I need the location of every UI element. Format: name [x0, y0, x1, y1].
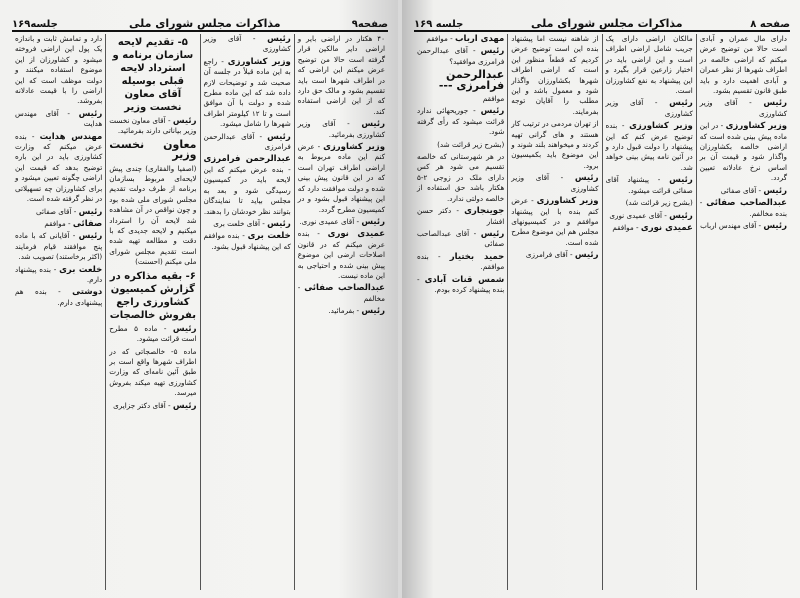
text-column: [12, 34, 105, 590]
paragraph-text: ماده ۵- خالصجاتی که در اطراف شهرها واقع است بر طبق آئین نامه‌ای که وزارت کشاورزی تهیه میکند بفروش میرسد.: [109, 346, 197, 398]
speaker-name: رئیس: [267, 131, 291, 142]
paragraph: صفائی - موافقم: [44, 218, 103, 229]
speaker-name: رئیس: [480, 228, 505, 239]
publication-title: مذاکرات مجلس شورای ملی: [531, 17, 683, 30]
paragraph-text: آقای دکتر جزایری: [113, 400, 166, 410]
paragraph-text: آقایانی که با ماده پنج موافقند قیام فرمایند (اکثر برخاستند) تصویب شد.: [15, 231, 103, 262]
speaker-name: رئیس: [361, 306, 385, 317]
text-column: [696, 34, 790, 590]
paragraph-text: آقای مهندس ارباب: [700, 220, 757, 230]
speaker-name: رئیس: [480, 46, 505, 57]
text-column: [294, 34, 388, 590]
paragraph-text: بفرمائید.: [328, 306, 355, 316]
paragraph-text: بنده هم پیشنهادی دارم.: [15, 287, 103, 307]
speaker-name: دوشتی: [72, 287, 103, 298]
paragraph: شمس قنات آبادی - بنده پیشنهاد کرده بودم.: [417, 274, 505, 294]
speaker-name: وزیر کشاورزی: [227, 56, 291, 67]
paragraph-text: راجع به این ماده قبلاً در جلسه آن صحبت شد و توضیحات لازم داده شد که این ماده مطرح شده و دولت با آن موافق است و تا ۱۲ کیلومتر اطراف شهرها را شامل میشود.: [203, 56, 291, 129]
paragraph-text: آقای عبدالرحمن فرامرزی: [203, 131, 291, 152]
paragraph: [15, 34, 102, 107]
paragraph: عمیدی نوری - بنده عرض میکنم که در قانون اصلاحات ارضی این موضوع پیش بینی شده و احتیاجی به این ماده نیست.: [297, 229, 385, 280]
paragraph-text: آقای صفائی: [720, 185, 757, 195]
paragraph-text: دارد و تمامش ثابت و باندازه یک پول این اراضی فروخته میشود و کشاورزان از این موضوع استفاده میکنند و دولت موظف است که این اراضی را با قیمت عادلانه بفروشد.: [15, 34, 103, 106]
publication-title: مذاکرات مجلس شورای ملی: [129, 17, 281, 30]
text-column: [105, 34, 199, 590]
paragraph: [417, 94, 504, 104]
paragraph: رئیس - آقای عبدالصاحب صفائی: [417, 228, 505, 249]
paragraph: عبدالصاحب صفائی - مخالفم: [297, 283, 385, 303]
paragraph: وزیر کشاورزی - راجع به این ماده قبلاً در جلسه آن صحبت شد و توضیحات لازم داده شد که این ماده مطرح شده و دولت با آن موافق است و تا ۱۲ کیلومتر اطراف شهرها را شامل میشود.: [203, 56, 291, 129]
paragraph: رئیس - آقای معاون نخست وزیر بیاناتی دارند بفرمائید.: [109, 116, 197, 136]
speaker-name: رئیس: [78, 108, 103, 119]
paragraph-text: دکتر حسن افشار: [417, 206, 505, 226]
paragraph: مهدی ارباب - موافقم: [426, 34, 505, 44]
speaker-name: صفائی: [72, 218, 103, 229]
paragraph: وزیر کشاورزی - بنده توضیح عرض کنم که این پیشنهاد را دولت قبول دارد و در آئین نامه پیش بینی خواهد شد.: [605, 121, 693, 172]
speaker-name: جوینجاری: [464, 206, 505, 217]
paragraph-text: آقای عمیدی نوری.: [299, 216, 355, 226]
speaker-name: رئیس: [172, 400, 197, 411]
paragraph-text: مالکان اراضی دارای یک جریب شامل اراضی اطراف است و این اراضی باید در اختیار زارعین قرار بگیرد و این پیشنهاد به نفع کشاورزان است.: [605, 34, 693, 96]
paragraph: عمیدی نوری - موافقم: [612, 222, 693, 233]
paragraph: [109, 164, 196, 268]
paragraph-text: آقای وزیر کشاورزی بفرمائید.: [297, 119, 385, 139]
paragraph-text: بنده توضیح عرض کنم که این پیشنهاد را دولت قبول دارد و در آئین نامه پیش بینی خواهد شد.: [605, 121, 693, 172]
paragraph-text: بنده عرض میکنم که این لایحه باید در کمیسیون رسیدگی شود و بعد به مجلس بیاید تا نمایندگان بتوانند نظر خودشان را بدهند.: [203, 164, 291, 216]
page-number: صفحه ۸: [750, 19, 790, 30]
paragraph: وزیر کشاورزی - عرض کنم این ماده مربوط به اراضی اطراف تهران است که در این قانون پیش بینی شده و دولت موافقت دارد که این پیشنهاد قبول بشود و در کمیسیون مطرح گردد.: [297, 142, 385, 214]
paragraph-text: موافقم: [482, 94, 505, 104]
paragraph: عبدالصاحب صفائی - بنده مخالفم.: [699, 198, 787, 218]
paragraph-text: بنده مخالفم.: [749, 208, 787, 218]
paragraph-text: آقای صفائی: [36, 206, 72, 216]
paragraph: رئیس - آقای عبدالرحمن فرامرزی موافقید؟: [417, 46, 505, 66]
speaker-name: رئیس: [669, 210, 693, 221]
paragraph: رئیس - ماده ۵ مطرح است قرائت میشود.: [109, 323, 197, 344]
paragraph: [417, 152, 504, 204]
paragraph: رئیس - آقای فرامرزی: [525, 250, 599, 261]
paragraph-text: مخالفم: [363, 293, 385, 303]
speaker-name: وزیر کشاورزی: [536, 196, 599, 207]
paragraph-text: بنده موافقم که این پیشنهاد قبول بشود.: [203, 231, 291, 251]
speaker-name: رئیس: [78, 231, 103, 242]
speaker-name: وزیر کشاورزی: [323, 142, 385, 153]
paragraph: رئیس - آقایانی که با ماده پنج موافقند قیام فرمایند (اکثر برخاستند) تصویب شد.: [15, 231, 103, 262]
text-column: [507, 34, 601, 590]
speaker-name: خلعت بری: [247, 231, 291, 242]
paragraph-text: آقای وزیر کشاورزی: [203, 34, 291, 54]
speaker-name: حمید بختیار: [449, 251, 505, 262]
paragraph-text: آقای عبدالرحمن فرامرزی موافقید؟: [417, 46, 505, 66]
paragraph: رئیس - آقای صفائی: [36, 206, 103, 217]
speaker-name: رئیس: [267, 34, 291, 44]
paragraph: خلعت بری - بنده موافقم که این پیشنهاد قبول بشود.: [203, 231, 291, 251]
speaker-name: وزیر کشاورزی: [725, 121, 787, 132]
paragraph: رئیس - آقای صفائی: [720, 185, 787, 196]
paragraph-text: ۴۰ هکتار در اراضی بایر و اراضی دایر مالکین قرار گرفته است حالا من توضیح عرض میکنم این اراضی که در اطراف شهرها است باید تقسیم بشود و مالک حق دارد که از این اراضی استفاده کند.: [297, 34, 385, 116]
paragraph: رئیس - آقای وزیر کشاورزی: [511, 173, 599, 193]
paragraph: جوینجاری - دکتر حسن افشار: [417, 206, 505, 226]
speaker-name: عمیدی نوری: [327, 229, 385, 240]
speaker-name: رئیس: [480, 106, 505, 117]
speaker-heading: عبدالرحمن فرامرزی ---: [438, 68, 505, 92]
speaker-name: مهندس هدایت: [39, 131, 103, 142]
paragraph: رئیس - آقای عمیدی نوری.: [299, 216, 385, 227]
speaker-name: رئیس: [763, 220, 787, 231]
paragraph-text: عرض کنم این ماده مربوط به اراضی اطراف تهران است که در این قانون پیش بینی شده و دولت موافقت دارد که این پیشنهاد قبول بشود و در کمیسیون مطرح گردد.: [297, 142, 385, 214]
paragraph: رئیس - آقای مهندس هدایت: [15, 108, 103, 129]
paragraph: رئیس - آقای خلعت بری: [213, 218, 291, 229]
paragraph: عبدالرحمن فرامرزی - بنده عرض میکنم که این لایحه باید در کمیسیون رسیدگی شود و بعد به مجلس بیاید تا نمایندگان بتوانند نظر خودشان را بدهند.: [203, 154, 291, 216]
speaker-heading: معاون نخست وزیر: [109, 137, 197, 162]
speaker-name: رئیس: [763, 98, 787, 109]
paragraph: وزیر کشاورزی - عرض کنم بنده با این پیشنهاد موافقم و در کمیسیونهای مجلس هم این موضوع مطرح شده است.: [511, 196, 599, 247]
text-columns: [414, 34, 790, 590]
session-number: جلسه ۱۶۹: [414, 19, 464, 30]
paragraph-text: موافقم: [426, 34, 448, 43]
paragraph: [109, 347, 196, 399]
speaker-name: شمس قنات آبادی: [424, 274, 505, 285]
paragraph-text: آقای معاون نخست وزیر بیاناتی دارند بفرمائید.: [109, 116, 197, 136]
text-column: [602, 34, 696, 590]
speaker-name: رئیس: [172, 116, 197, 126]
paragraph: مهندس هدایت - بنده عرض میکنم که وزارت کشاورزی باید در این باره توضیح بدهد که قیمت این اراضی چگونه تعیین میشود و برای کشاورزان چه تسهیلاتی در نظر گرفته شده است.: [15, 131, 103, 204]
paragraph: رئیس - آقای وزیر کشاورزی: [605, 98, 693, 118]
paragraph-text: بنده عرض میکنم که وزارت کشاورزی باید در این باره توضیح بدهد که قیمت این اراضی چگونه تعیین میشود و برای کشاورزان چه تسهیلاتی در نظر گرفته شده است.: [15, 131, 103, 204]
speaker-name: عمیدی نوری: [640, 222, 693, 233]
paragraph-text: جوریحهائی ندارد قرائت میشود که رأی گرفته شود.: [417, 106, 505, 137]
paragraph-text: آقای مهندس هدایت: [15, 108, 103, 129]
speaker-name: رئیس: [361, 216, 385, 227]
paragraph-text: آقای خلعت بری: [213, 218, 260, 228]
paragraph: وزیر کشاورزی - در این ماده پیش بینی شده است که اراضی خالصه بکشاورزان واگذار شود و قیمت آن بر اساس نرخ عادلانه تعیین گردد.: [699, 121, 787, 183]
paragraph-text: آقای وزیر کشاورزی: [699, 98, 787, 118]
speaker-name: رئیس: [267, 218, 291, 229]
paragraph-text: آقای وزیر کشاورزی: [511, 173, 599, 193]
speaker-name: رئیس: [78, 206, 103, 217]
section-heading: ۶- بقیه مذاکره در گزارش کمیسیون کشاورزی راجع بفروش خالصجات: [109, 270, 196, 321]
paragraph: رئیس - بفرمائید.: [328, 306, 385, 317]
paragraph-text: بنده پیشنهاد کرده بودم.: [434, 284, 505, 294]
paragraph: [511, 34, 598, 117]
speaker-name: عبدالصاحب صفائی: [304, 283, 385, 294]
paragraph-text: بنده عرض میکنم که در قانون اصلاحات ارضی این موضوع پیش بینی شده و احتیاجی به این ماده نیست.: [297, 229, 385, 280]
paragraph: رئیس - آقای دکتر جزایری: [113, 400, 197, 411]
paragraph-text: آقای فرامرزی: [525, 250, 568, 260]
speaker-name: رئیس: [361, 119, 385, 130]
speaker-name: مهدی ارباب: [454, 34, 505, 44]
page-number: صفحه۹: [351, 19, 388, 30]
paragraph: رئیس - آقای وزیر کشاورزی: [203, 34, 291, 54]
paragraph: [700, 34, 787, 96]
paragraph: [511, 119, 598, 171]
paragraph: [417, 140, 504, 150]
paragraph-text: بنده پیشنهاد دارم.: [15, 264, 103, 284]
right-page: [402, 0, 800, 598]
paragraph: رئیس - آقای عمیدی نوری: [609, 210, 693, 221]
paragraph: [606, 34, 693, 96]
paragraph: رئیس - جوریحهائی ندارد قرائت میشود که رأی گرفته شود.: [417, 106, 505, 137]
paragraph-text: آقای عبدالصاحب صفائی: [417, 228, 505, 249]
paragraph: حمید بختیار - بنده موافقم.: [417, 251, 505, 272]
speaker-name: رئیس: [172, 323, 197, 334]
speaker-name: رئیس: [669, 98, 693, 109]
paragraph-text: از تهران مردمی در ترتیب کار هستند و های گرانی تهیه کردند و میخواهند بلند شوند و این موضوع باید بکمیسیون برود.: [511, 119, 599, 170]
text-column: [200, 34, 294, 590]
speaker-name: خلعت بری: [59, 264, 103, 275]
left-page: [0, 0, 398, 598]
paragraph-text: (بشرح زیر قرائت شد): [437, 139, 505, 149]
paragraph: [606, 198, 693, 208]
paragraph: [298, 34, 385, 117]
paragraph-text: ماده ۵ مطرح است قرائت میشود.: [109, 323, 197, 344]
paragraph-text: موافقم: [44, 218, 66, 228]
paragraph: رئیس - پیشنهاد آقای صفائی قرائت میشود.: [605, 175, 693, 195]
paragraph: رئیس - آقای مهندس ارباب: [700, 220, 787, 231]
paragraph-text: (اصفیا والفقاری) چندی پیش لایحه‌ای مربوط بسازمان برنامه از طرف دولت تقدیم مجلس شورای ملی شده بود و چون نواقص در آن مشاهده شد لایحه آن را استرداد میکنیم و لایحه جدیدی که با دقت و مطالعه تهیه شده است تقدیم مجلس شورای ملی میکنم (احسنت): [109, 163, 197, 267]
paragraph-text: پیشنهاد آقای صفائی قرائت میشود.: [605, 175, 693, 195]
paragraph-text: دارای مال عمران و آبادی است حالا من توضیح عرض میکنم که اراضی خالصه در اطراف شهرها از نظر عمران و آبادی اهمیت دارد و باید طبق قانون تقسیم بشود.: [699, 34, 787, 96]
paragraph: رئیس - آقای وزیر کشاورزی: [699, 98, 787, 118]
speaker-name: عبدالرحمن فرامرزی: [203, 154, 291, 165]
page-header: [414, 12, 790, 32]
paragraph-text: بنده موافقم.: [417, 251, 505, 272]
paragraph: خلعت بری - بنده پیشنهاد دارم.: [15, 264, 103, 284]
paragraph-text: عرض کنم بنده با این پیشنهاد موافقم و در کمیسیونهای مجلس هم این موضوع مطرح شده است.: [511, 196, 599, 247]
session-number: جلسه۱۶۹: [12, 19, 58, 30]
speaker-name: رئیس: [669, 175, 693, 186]
paragraph-text: از شاهنه نیست اما پیشنهاد بنده این است توضیح عرض کردیم که قطعاً منظور این است که اراضی اطراف شهرها بکشاورزان واگذار شود و معمول باشد و این مطلب را آقایان توجه بفرمایند.: [511, 34, 599, 116]
speaker-name: وزیر کشاورزی: [629, 121, 693, 132]
speaker-name: رئیس: [574, 250, 599, 261]
paragraph-text: آقای وزیر کشاورزی: [605, 98, 693, 118]
speaker-name: رئیس: [763, 185, 787, 196]
page-header: [12, 12, 388, 32]
text-column: [414, 34, 507, 590]
paragraph-text: در هر شهرستانی که خالصه تقسیم می شود هر کس دارای ملک در زوجی ۲-۵ هکتار باشد حق استفاده از خالصه دولتی ندارد.: [417, 152, 505, 203]
paragraph: رئیس - آقای عبدالرحمن فرامرزی: [203, 131, 291, 152]
paragraph-text: (بشرح زیر قرائت شد): [625, 198, 693, 208]
paragraph-text: آقای عمیدی نوری: [609, 210, 662, 220]
speaker-name: عبدالصاحب صفائی: [706, 198, 787, 209]
text-columns: [12, 34, 388, 590]
speaker-name: رئیس: [574, 173, 599, 184]
paragraph-text: موافقم: [612, 222, 634, 232]
paragraph-text: در این ماده پیش بینی شده است که اراضی خالصه بکشاورزان واگذار شود و قیمت آن بر اساس نرخ عادلانه تعیین گردد.: [699, 121, 787, 183]
section-heading: ۵- تقدیم لایحه سازمان برنامه و استرداد لایحه قبلی بوسیله آقای معاون نخست وزیر: [112, 37, 194, 113]
paragraph: رئیس - آقای وزیر کشاورزی بفرمائید.: [297, 119, 385, 139]
paragraph: دوشتی - بنده هم پیشنهادی دارم.: [15, 287, 103, 307]
